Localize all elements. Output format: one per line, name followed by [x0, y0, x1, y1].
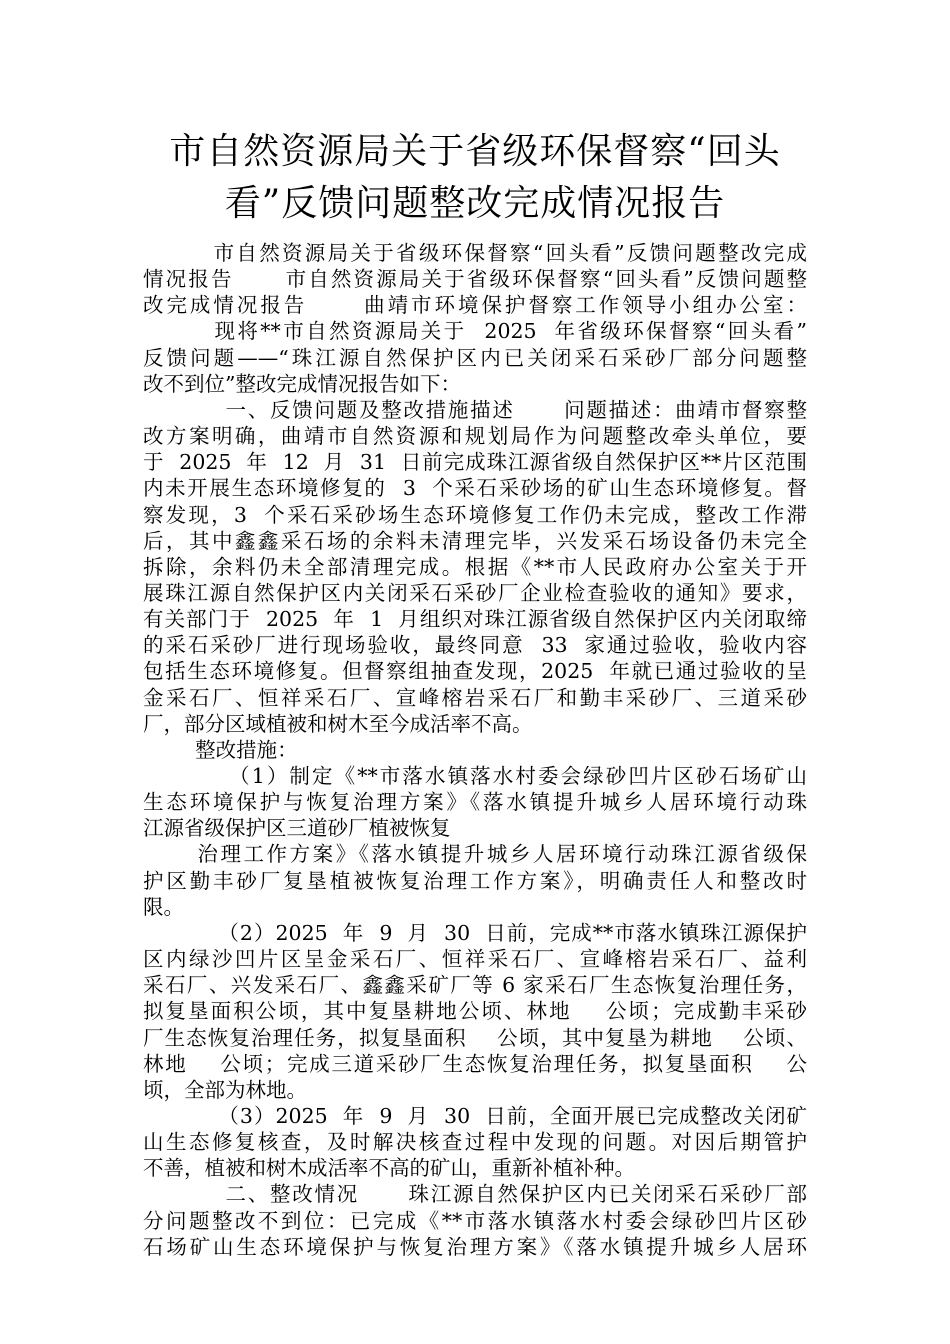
- body-line: 察发现，3 个采石采砂场生态环境修复工作仍未完成，整改工作滞: [143, 502, 807, 527]
- body-line: 生态环境保护与恢复治理方案》《落水镇提升城乡人居环境行动珠: [143, 790, 807, 815]
- body-line: 现将**市自然资源局关于 2025 年省级环保督察“回头看”: [143, 319, 807, 344]
- body-line: 包括生态环境修复。但督察组抽查发现，2025 年就已通过验收的呈: [143, 659, 807, 684]
- title-line-2: 看”反馈问题整改完成情况报告: [224, 183, 726, 224]
- body-line: 一、反馈问题及整改措施描述 问题描述：曲靖市督察整: [143, 397, 807, 422]
- body-line: 拆除，余料仍未全部清理完成。根据《**市人民政府办公室关于开: [143, 554, 807, 579]
- body-line: 有关部门于 2025 年 1 月组织对珠江源省级自然保护区内关闭取缔: [143, 607, 807, 632]
- body-line: 厂生态恢复治理任务，拟复垦面积 公顷，其中复垦为耕地 公顷、: [143, 1025, 807, 1050]
- body-line: 改方案明确，曲靖市自然资源和规划局作为问题整改牵头单位，要: [143, 424, 807, 449]
- body-line: 整改措施：: [143, 737, 298, 762]
- body-line: 山生态修复核查，及时解决核查过程中发现的问题。对因后期管护: [143, 1130, 807, 1155]
- body-line: （1）制定《**市落水镇落水村委会绿砂凹片区砂石场矿山: [143, 764, 807, 788]
- document-title: [0, 126, 950, 230]
- body-line: 改完成情况报告 曲靖市环境保护督察工作领导小组办公室：: [143, 293, 807, 318]
- body-line: 江源省级保护区三道砂厂植被恢复: [143, 816, 451, 841]
- body-line: 展珠江源自然保护区内关闭采石采砂厂企业检查验收的通知》要求，: [143, 580, 807, 605]
- title-line-1: 市自然资源局关于省级环保督察“回头: [169, 131, 781, 172]
- body-line: 后，其中鑫鑫采石场的余料未清理完毕，兴发采石场设备仍未完全: [143, 528, 807, 553]
- body-line: 反馈问题——“珠江源自然保护区内已关闭采石采砂厂部分问题整: [143, 345, 807, 370]
- body-line: 金采石厂、恒祥采石厂、宣峰榕岩采石厂和勤丰采砂厂、三道采砂: [143, 685, 807, 710]
- body-line: 采石厂、兴发采石厂、鑫鑫采矿厂等 6 家采石厂生态恢复治理任务，: [143, 973, 807, 998]
- body-line: 石场矿山生态环境保护与恢复治理方案》《落水镇提升城乡人居环: [143, 1234, 807, 1259]
- body-line: 区内绿沙凹片区呈金采石厂、恒祥采石厂、宣峰榕岩采石厂、益利: [143, 947, 807, 972]
- body-line: 市自然资源局关于省级环保督察“回头看”反馈问题整改完成: [143, 241, 807, 265]
- body-line: 林地 公顷；完成三道采砂厂生态恢复治理任务，拟复垦面积 公: [143, 1051, 807, 1076]
- body-line: 改不到位”整改完成情况报告如下：: [143, 371, 461, 396]
- body-line: 分问题整改不到位：已完成《**市落水镇落水村委会绿砂凹片区砂: [143, 1208, 807, 1233]
- body-line: 顷，全部为林地。: [143, 1077, 307, 1102]
- body-line: 情况报告 市自然资源局关于省级环保督察“回头看”反馈问题整: [143, 267, 807, 292]
- body-line: 二、整改情况 珠江源自然保护区内已关闭采石采砂厂部: [143, 1182, 807, 1207]
- body-line: 的采石采砂厂进行现场验收，最终同意 33 家通过验收，验收内容: [143, 633, 807, 658]
- body-line: 限。: [143, 894, 184, 919]
- body-line: 不善，植被和树木成活率不高的矿山，重新补植补种。: [143, 1156, 635, 1181]
- body-line: 内未开展生态环境修复的 3 个采石采砂场的矿山生态环境修复。督: [143, 476, 807, 501]
- body-line: 厂，部分区域植被和树木至今成活率不高。: [143, 711, 533, 736]
- body-line: 于 2025 年 12 月 31 日前完成珠江源省级自然保护区**片区范围: [143, 450, 807, 475]
- body-line: （3）2025 年 9 月 30 日前，全面开展已完成整改关闭矿: [143, 1103, 807, 1128]
- body-line: 护区勤丰砂厂复垦植被恢复治理工作方案》，明确责任人和整改时: [143, 868, 807, 893]
- body-line: 拟复垦面积公顷，其中复垦耕地公顷、林地 公顷；完成勤丰采砂: [143, 999, 807, 1024]
- body-line: 治理工作方案》《落水镇提升城乡人居环境行动珠江源省级保: [143, 842, 807, 867]
- body-line: （2）2025 年 9 月 30 日前，完成**市落水镇珠江源保护: [143, 920, 807, 945]
